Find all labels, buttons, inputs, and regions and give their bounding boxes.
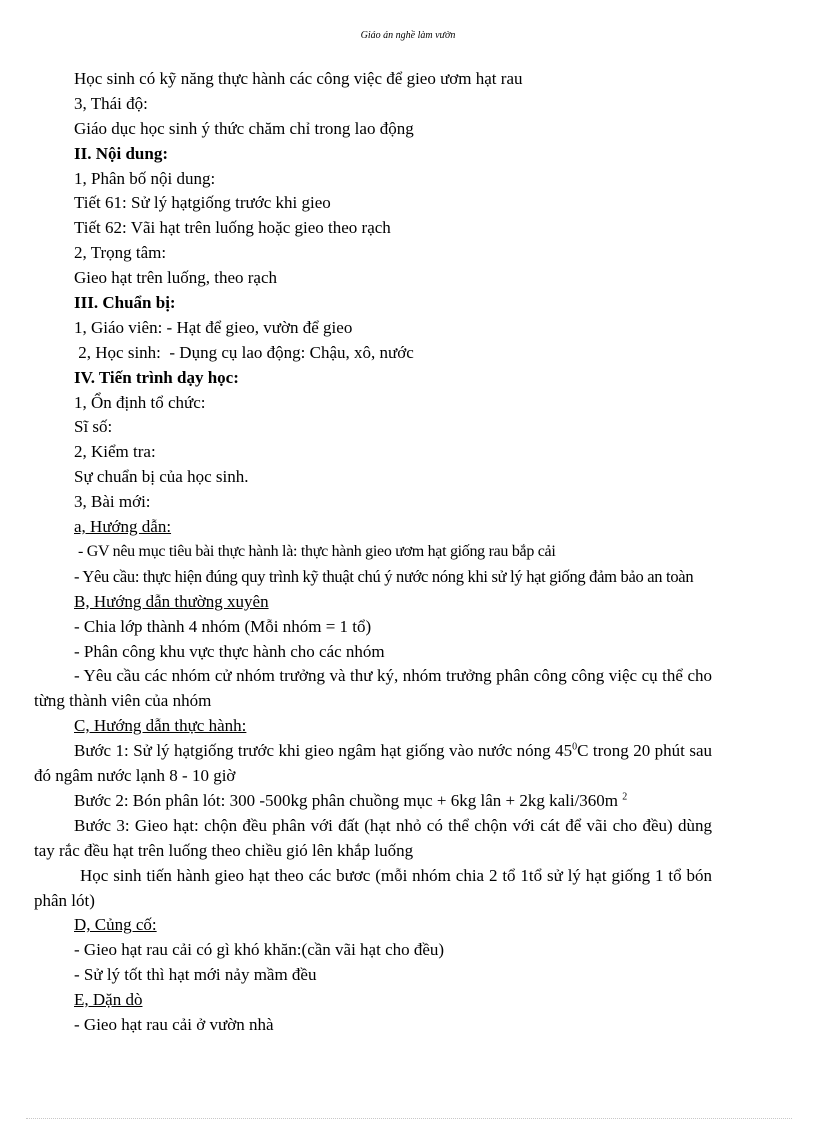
text-line: - GV nêu mục tiêu bài thực hành là: thực hành gieo ươm hạt giống rau bắp cải bbox=[78, 542, 556, 560]
subsection-heading bbox=[34, 515, 712, 540]
paragraph: Học sinh tiến hành gieo hạt theo các bươc (mỗi nhóm chia 2 tổ 1tổ sử lý hạt giống 1 tổ bón phân lót) bbox=[34, 865, 712, 910]
document-body bbox=[34, 67, 712, 1038]
superscript: 0 bbox=[572, 741, 578, 753]
paragraph: - Yêu cầu: thực hiện đúng quy trình kỹ thuật chú ý nước nóng khi sử lý hạt giống đảm bảo an toàn bbox=[74, 566, 694, 586]
text-line: - Gieo hạt rau cải ở vườn nhà bbox=[74, 1014, 274, 1034]
text-line: - Phân công khu vực thực hành cho các nhóm bbox=[74, 641, 385, 661]
text-line: Học sinh có kỹ năng thực hành các công việc để gieo ươm hạt rau bbox=[74, 69, 523, 88]
text-fragment: Bước 2: Bón phân lót: 300 -500kg phân chuồng mục + 6kg lân + 2kg kali/360m bbox=[74, 790, 623, 810]
text-line: Tiết 62: Vãi hạt trên luống hoặc gieo theo rạch bbox=[74, 218, 391, 238]
text-line: - Gieo hạt rau cải có gì khó khăn:(cần vãi hạt cho đều) bbox=[74, 940, 445, 960]
page-bottom-rule bbox=[26, 1118, 792, 1119]
text-line bbox=[34, 789, 712, 814]
paragraph: Bước 3: Gieo hạt: chộn đều phân với đất (hạt nhỏ có thể chộn với cát để vãi cho đều) dùng tay rắc đều hạt trên luống theo chiều gió lên khắp luống bbox=[34, 815, 712, 860]
text-line: Sự chuẩn bị của học sinh. bbox=[74, 467, 249, 487]
subsection-title: E, Dặn dò bbox=[74, 990, 143, 1010]
section-heading: IV. Tiến trình dạy học: bbox=[74, 367, 239, 387]
text-line: Gieo hạt trên luống, theo rạch bbox=[74, 268, 277, 288]
section-heading: II. Nội dung: bbox=[74, 143, 169, 163]
superscript: 2 bbox=[622, 791, 628, 803]
paragraph-text: C trong 20 phút sau đó ngâm nước lạnh 8 - 10 giờ bbox=[34, 741, 712, 785]
section-heading: III. Chuẩn bị: bbox=[74, 293, 176, 313]
text-line: 1, Ổn định tổ chức: bbox=[74, 392, 206, 412]
text-line: 3, Thái độ: bbox=[74, 93, 148, 113]
text-line: 2, Kiểm tra: bbox=[74, 442, 156, 462]
text-line: 1, Giáo viên: - Hạt để gieo, vườn để gieo bbox=[74, 317, 353, 337]
subsection-heading bbox=[34, 590, 712, 615]
text-line: 1, Phân bố nội dung: bbox=[74, 168, 216, 188]
paragraph: - Yêu cầu các nhóm cử nhóm trưởng và thư ký, nhóm trưởng phân công công việc cụ thể cho từng thành viên của nhóm bbox=[34, 666, 712, 711]
text-line: Sĩ số: bbox=[74, 417, 113, 437]
text-line: - Chia lớp thành 4 nhóm (Mỗi nhóm = 1 tổ) bbox=[74, 616, 372, 636]
paragraph bbox=[34, 739, 712, 789]
text-line: - Sử lý tốt thì hạt mới nảy mầm đều bbox=[74, 965, 317, 985]
paragraph-text: Bước 1: Sử lý hạtgiống trước khi gieo ngâm hạt giống vào nước nóng 45 bbox=[74, 741, 573, 761]
subsection-heading bbox=[34, 714, 712, 739]
text-line: 2, Học sinh: - Dụng cụ lao động: Chậu, xô, nước bbox=[74, 342, 414, 362]
subsection-heading bbox=[34, 913, 712, 938]
subsection-title: D, Củng cố: bbox=[74, 915, 157, 935]
text-line: 3, Bài mới: bbox=[74, 492, 151, 512]
subsection-title: B, Hướng dẫn thường xuyên bbox=[74, 591, 269, 611]
page-header: Giáo án nghề làm vườn bbox=[360, 30, 456, 41]
subsection-title: a, Hướng dẫn: bbox=[74, 517, 172, 537]
text-line: Tiết 61: Sử lý hạtgiống trước khi gieo bbox=[74, 193, 331, 213]
subsection-heading bbox=[34, 988, 712, 1013]
subsection-title: C, Hướng dẫn thực hành: bbox=[74, 716, 247, 736]
text-line: Giáo dục học sinh ý thức chăm chỉ trong lao động bbox=[74, 118, 414, 138]
text-line: 2, Trọng tâm: bbox=[74, 243, 167, 263]
